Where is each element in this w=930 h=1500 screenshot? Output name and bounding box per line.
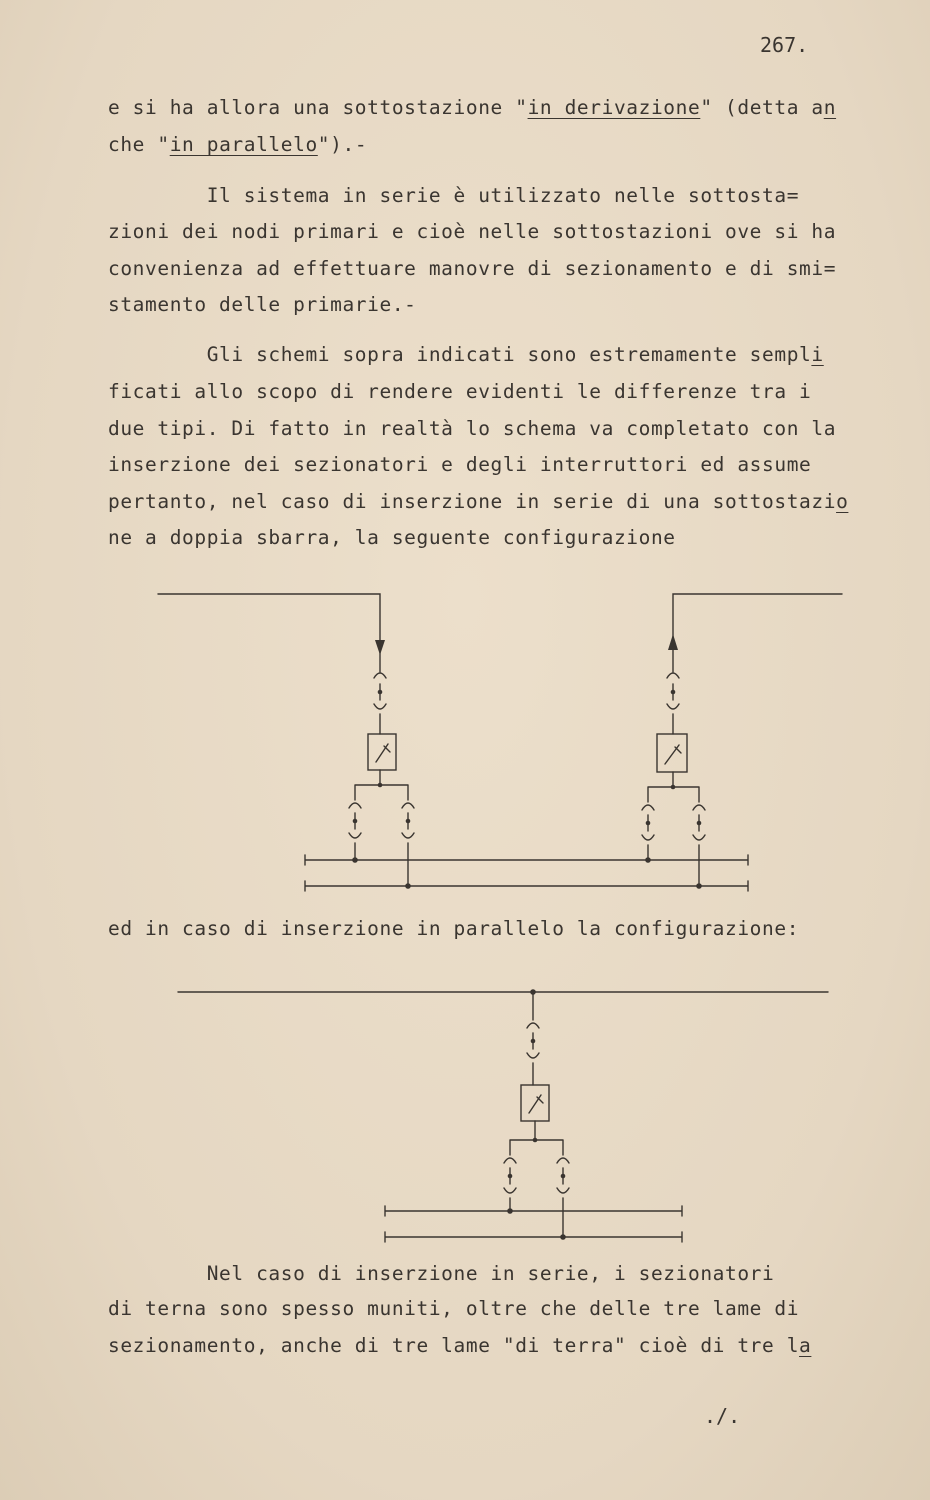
- parallel-insertion-diagram: [178, 989, 828, 1242]
- text-line: pertanto, nel caso di inserzione in serie di una sottostazio: [108, 490, 849, 513]
- circuit-breaker-icon: [657, 734, 687, 772]
- busbar: [385, 1232, 682, 1242]
- busbar: [305, 855, 748, 865]
- page-number: 267.: [760, 33, 809, 57]
- text-line: zioni dei nodi primari e cioè nelle sottostazioni ove si ha: [108, 220, 837, 243]
- disconnector-icon: [557, 1158, 569, 1193]
- underlined-term: in derivazione: [527, 96, 701, 119]
- incoming-line: [158, 594, 380, 672]
- text-line: ed in caso di inserzione in parallelo la configurazione:: [108, 917, 800, 940]
- text-line: convenienza ad effettuare manovre di sezionamento e di smi=: [108, 257, 837, 280]
- text-line: inserzione dei sezionatori e degli interruttori ed assume: [108, 453, 812, 476]
- busbar: [385, 1206, 682, 1216]
- disconnector-icon: [402, 803, 414, 838]
- text-line: due tipi. Di fatto in realtà lo schema va completato con la: [108, 417, 837, 440]
- disconnector-icon: [374, 673, 386, 709]
- circuit-breaker-icon: [368, 734, 396, 770]
- text-line: Nel caso di inserzione in serie, i sezionatori: [108, 1262, 775, 1285]
- text-line: sezionamento, anche di tre lame "di terra" cioè di tre la: [108, 1334, 812, 1357]
- busbar: [305, 881, 748, 891]
- circuit-breaker-icon: [521, 1085, 549, 1121]
- text-line: e si ha allora una sottostazione "in derivazione" (detta an: [108, 96, 837, 119]
- text-line: ficati allo scopo di rendere evidenti le differenze tra i: [108, 380, 812, 403]
- text-line: Il sistema in serie è utilizzato nelle sottosta=: [108, 184, 800, 207]
- text-line: che "in parallelo").-: [108, 133, 368, 156]
- continuation-mark: ./.: [704, 1404, 741, 1428]
- arrow-down-icon: [375, 640, 385, 655]
- text-line: stamento delle primarie.-: [108, 293, 417, 316]
- text-line: ne a doppia sbarra, la seguente configurazione: [108, 526, 676, 549]
- outgoing-line: [673, 594, 842, 672]
- text-line: di terna sono spesso muniti, oltre che delle tre lame di: [108, 1297, 800, 1320]
- disconnector-icon: [693, 805, 705, 840]
- series-insertion-diagram: [158, 594, 842, 891]
- underlined-term: in parallelo: [169, 133, 318, 156]
- disconnector-icon: [642, 805, 654, 840]
- disconnector-icon: [527, 1023, 539, 1058]
- disconnector-icon: [349, 803, 361, 838]
- disconnector-icon: [667, 673, 679, 709]
- arrow-up-icon: [668, 634, 678, 650]
- disconnector-icon: [504, 1158, 516, 1193]
- text-line: Gli schemi sopra indicati sono estremamente sempli: [108, 343, 824, 366]
